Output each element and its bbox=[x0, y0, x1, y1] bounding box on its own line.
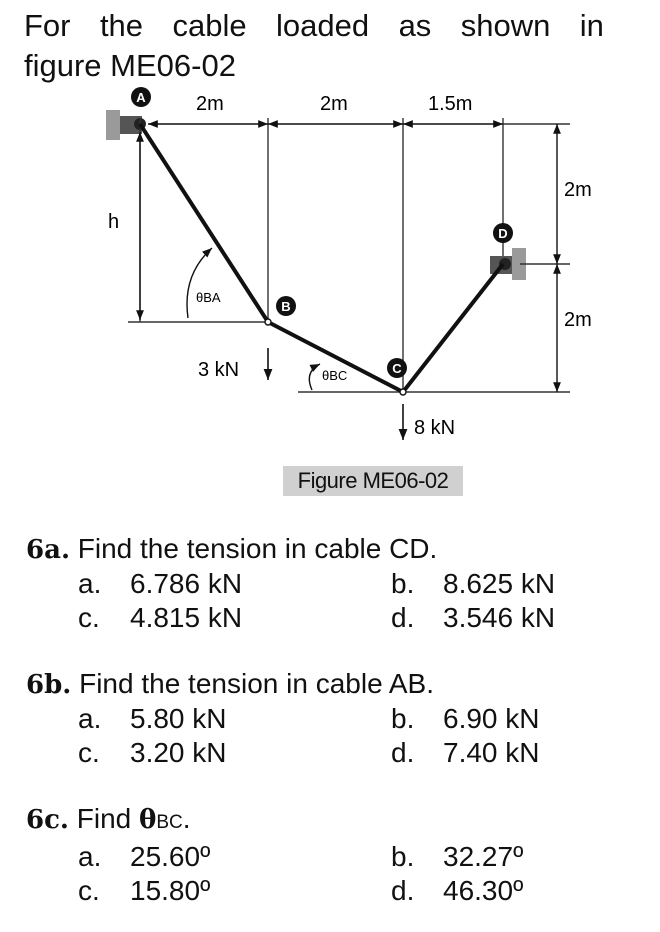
answer-options bbox=[26, 840, 626, 908]
option-c[interactable] bbox=[78, 874, 210, 908]
option-letter: c. bbox=[78, 602, 100, 633]
angle-bc-label: θBC bbox=[322, 368, 348, 383]
intro-word: the bbox=[99, 8, 144, 43]
load-b-label: 3 kN bbox=[198, 359, 240, 381]
joint-c bbox=[400, 389, 406, 395]
option-b[interactable] bbox=[391, 567, 555, 601]
question-text-suffix: . bbox=[182, 803, 191, 834]
option-letter: c. bbox=[78, 875, 100, 906]
load-c-label: 8 kN bbox=[414, 417, 456, 439]
angle-ba-label: θBA bbox=[196, 290, 221, 305]
dim-top-2: 2m bbox=[320, 93, 348, 115]
point-a-label: A bbox=[136, 90, 146, 105]
option-value: 4.815 kN bbox=[130, 602, 243, 633]
option-d[interactable] bbox=[391, 874, 523, 908]
question-stem bbox=[26, 802, 626, 840]
option-letter: a. bbox=[78, 568, 102, 599]
angle-bc-arc bbox=[309, 364, 320, 390]
question-text: Find the tension in cable AB. bbox=[79, 668, 435, 699]
theta-symbol: θ bbox=[139, 805, 157, 835]
option-b[interactable] bbox=[391, 702, 540, 736]
option-letter: b. bbox=[391, 703, 415, 734]
point-d-marker bbox=[493, 223, 513, 243]
option-value: 32.27º bbox=[443, 841, 524, 872]
option-value: 3.546 kN bbox=[443, 602, 556, 633]
point-a-marker bbox=[131, 87, 151, 107]
cable bbox=[140, 124, 503, 392]
dim-right-2: 2m bbox=[564, 309, 592, 331]
option-letter: d. bbox=[391, 737, 415, 768]
theta-subscript: BC bbox=[156, 812, 183, 833]
question-text-prefix: Find bbox=[76, 803, 140, 834]
dim-top-3: 1.5m bbox=[428, 93, 473, 115]
h-label: h bbox=[108, 211, 120, 233]
point-c-label: C bbox=[392, 361, 402, 376]
option-value: 46.30º bbox=[443, 875, 524, 906]
option-letter: b. bbox=[391, 841, 415, 872]
point-b-label: B bbox=[281, 299, 291, 314]
answer-options bbox=[26, 702, 626, 770]
option-a[interactable] bbox=[78, 702, 227, 736]
question-number: 6b. bbox=[26, 670, 72, 700]
option-c[interactable] bbox=[78, 736, 227, 770]
option-value: 15.80º bbox=[130, 875, 211, 906]
angle-ba-arc bbox=[187, 248, 212, 318]
question-6c bbox=[26, 802, 626, 908]
intro-word: For bbox=[24, 8, 71, 43]
option-value: 6.90 kN bbox=[443, 703, 540, 734]
answer-options bbox=[26, 567, 626, 635]
intro-word: as bbox=[398, 8, 432, 43]
question-number: 6c. bbox=[26, 805, 69, 835]
option-a[interactable] bbox=[78, 567, 242, 601]
option-letter: b. bbox=[391, 568, 415, 599]
point-c-marker bbox=[387, 358, 407, 378]
option-letter: a. bbox=[78, 841, 102, 872]
question-number: 6a. bbox=[26, 535, 70, 565]
option-letter: d. bbox=[391, 875, 415, 906]
option-value: 7.40 kN bbox=[443, 737, 540, 768]
option-a[interactable] bbox=[78, 840, 210, 874]
option-value: 6.786 kN bbox=[130, 568, 243, 599]
figure-caption: Figure ME06-02 bbox=[283, 466, 463, 496]
option-c[interactable] bbox=[78, 601, 242, 635]
option-letter: d. bbox=[391, 602, 415, 633]
question-6b bbox=[26, 667, 626, 770]
reference-lines bbox=[128, 118, 570, 392]
option-letter: c. bbox=[78, 737, 100, 768]
option-b[interactable] bbox=[391, 840, 523, 874]
joint-b bbox=[265, 319, 271, 325]
intro-word: shown bbox=[460, 8, 551, 43]
dim-top-1: 2m bbox=[196, 93, 224, 115]
option-value: 25.60º bbox=[130, 841, 211, 872]
dim-right-1: 2m bbox=[564, 179, 592, 201]
option-value: 3.20 kN bbox=[130, 737, 227, 768]
intro-word: cable bbox=[172, 8, 247, 43]
option-value: 8.625 kN bbox=[443, 568, 556, 599]
question-stem bbox=[26, 532, 626, 567]
option-value: 5.80 kN bbox=[130, 703, 227, 734]
option-d[interactable] bbox=[391, 601, 555, 635]
option-d[interactable] bbox=[391, 736, 540, 770]
point-d-label: D bbox=[498, 226, 508, 241]
intro-word: loaded bbox=[276, 8, 370, 43]
intro-line-2: figure ME06-02 bbox=[24, 48, 236, 83]
question-text: Find the tension in cable CD. bbox=[77, 533, 438, 564]
question-6a bbox=[26, 532, 626, 635]
point-b-marker bbox=[276, 296, 296, 316]
question-stem bbox=[26, 667, 626, 702]
option-letter: a. bbox=[78, 703, 102, 734]
intro-word: in bbox=[579, 8, 604, 43]
